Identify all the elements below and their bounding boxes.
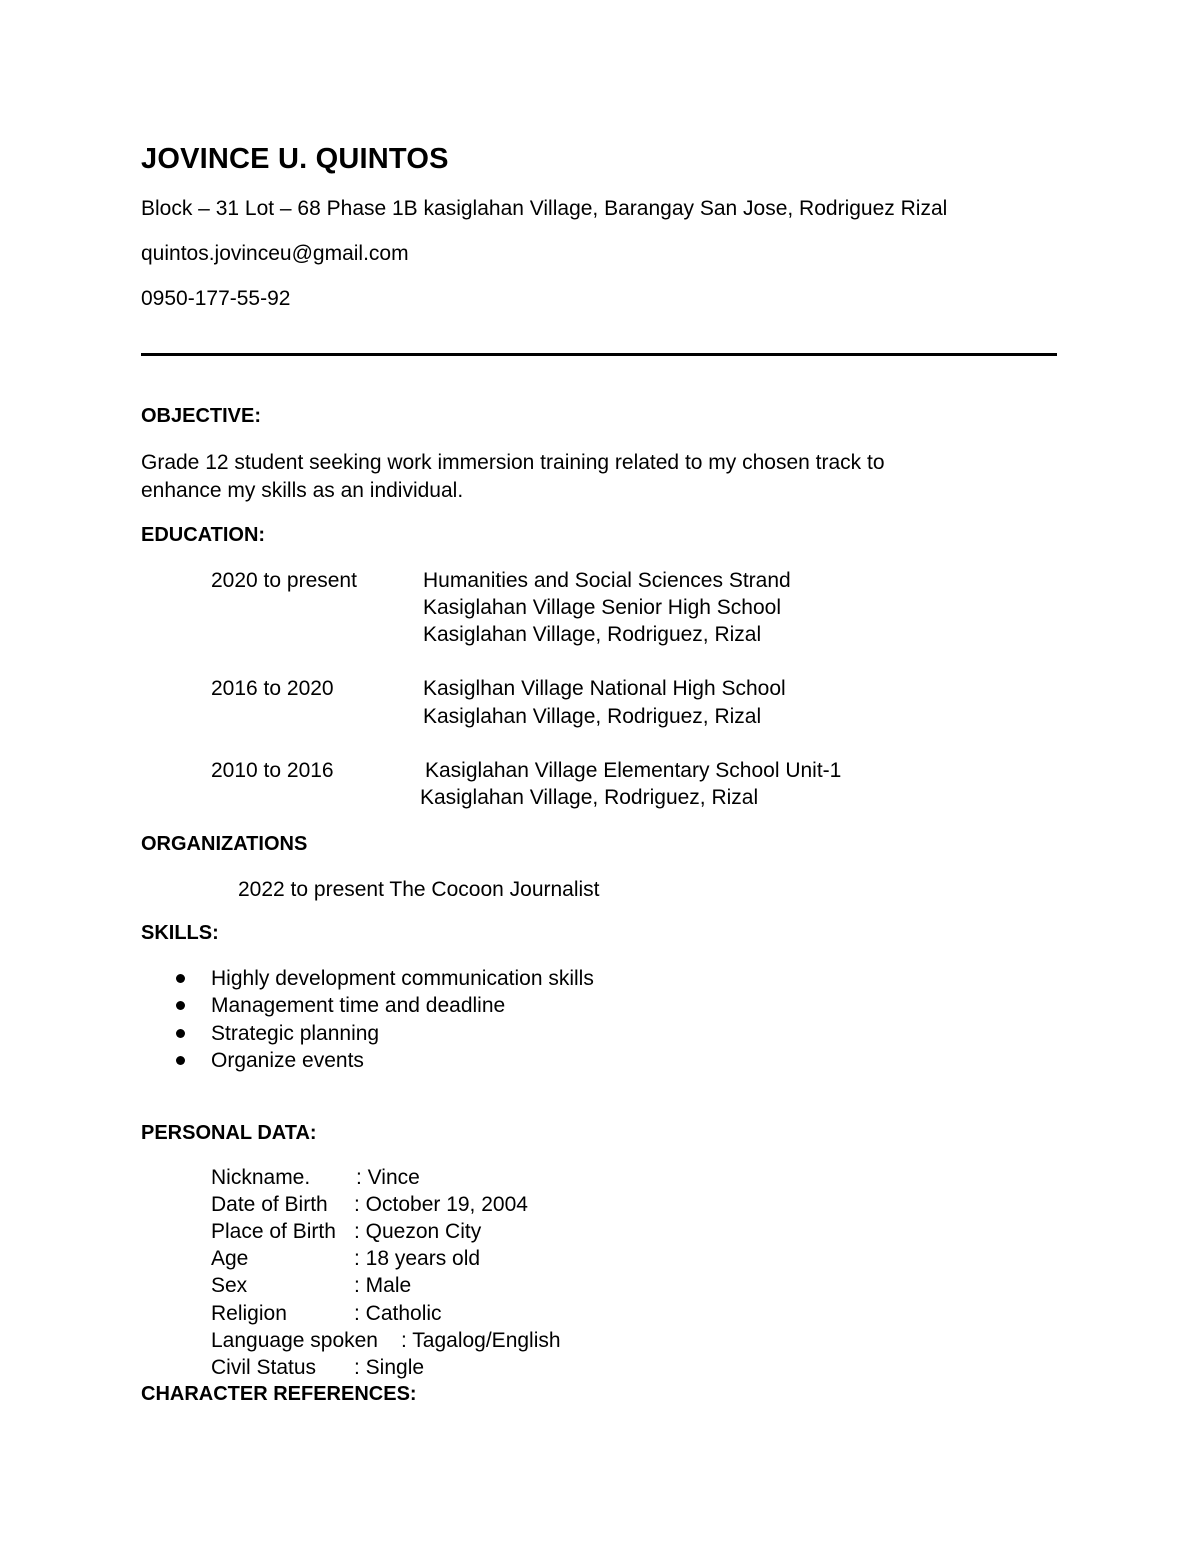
skill-item: Strategic planning <box>211 1022 380 1045</box>
applicant-name: JOVINCE U. QUINTOS <box>141 143 449 175</box>
personal-field-label: Nickname. <box>211 1166 311 1189</box>
personal-field-value: : Catholic <box>354 1302 442 1325</box>
personal-field-label: Sex <box>211 1274 248 1297</box>
skills-heading: SKILLS: <box>141 922 219 944</box>
education-detail: Kasiglahan Village Senior High School <box>423 596 782 619</box>
header-divider <box>141 353 1057 356</box>
education-years: 2010 to 2016 <box>211 759 334 782</box>
personal-field-label: Date of Birth <box>211 1193 328 1216</box>
email: quintos.jovinceu@gmail.com <box>141 242 409 265</box>
bullet-icon <box>176 1056 185 1065</box>
objective-line: enhance my skills as an individual. <box>141 479 464 502</box>
phone: 0950-177-55-92 <box>141 287 291 310</box>
personal-field-label: Age <box>211 1247 249 1270</box>
character-references-heading: CHARACTER REFERENCES: <box>141 1383 417 1405</box>
personal-field-label: Civil Status <box>211 1356 317 1379</box>
personal-field-value: : Tagalog/English <box>401 1329 561 1352</box>
education-detail: Kasiglahan Village, Rodriguez, Rizal <box>423 705 762 728</box>
education-detail: Kasiglahan Village, Rodriguez, Rizal <box>420 786 759 809</box>
personal-field-value: : Vince <box>356 1166 420 1189</box>
education-years: 2020 to present <box>211 569 357 592</box>
personal-field-value: : Single <box>354 1356 425 1379</box>
education-detail: Kasiglahan Village, Rodriguez, Rizal <box>423 623 762 646</box>
personal-field-label: Language spoken <box>211 1329 378 1352</box>
organization-entry: 2022 to present The Cocoon Journalist <box>238 878 600 901</box>
bullet-icon <box>176 1001 185 1010</box>
objective-heading: OBJECTIVE: <box>141 405 262 427</box>
personal-field-value: : Male <box>354 1274 412 1297</box>
personal-field-value: : October 19, 2004 <box>354 1193 528 1216</box>
bullet-icon <box>176 1029 185 1038</box>
skill-item: Organize events <box>211 1049 364 1072</box>
bullet-icon <box>176 974 185 983</box>
education-years: 2016 to 2020 <box>211 677 334 700</box>
skill-item: Highly development communication skills <box>211 967 594 990</box>
address: Block – 31 Lot – 68 Phase 1B kasiglahan Village, Barangay San Jose, Rodriguez Rizal <box>141 197 948 220</box>
education-detail: Kasiglahan Village Elementary School Unit-1 <box>425 759 842 782</box>
personal-field-value: : 18 years old <box>354 1247 481 1270</box>
personal-field-value: : Quezon City <box>354 1220 482 1243</box>
personal-field-label: Place of Birth <box>211 1220 336 1243</box>
objective-line: Grade 12 student seeking work immersion training related to my chosen track to <box>141 451 885 474</box>
skill-item: Management time and deadline <box>211 994 506 1017</box>
organizations-heading: ORGANIZATIONS <box>141 833 308 855</box>
education-heading: EDUCATION: <box>141 524 266 546</box>
education-detail: Humanities and Social Sciences Strand <box>423 569 791 592</box>
education-detail: Kasiglhan Village National High School <box>423 677 786 700</box>
personal-data-heading: PERSONAL DATA: <box>141 1122 317 1144</box>
personal-field-label: Religion <box>211 1302 287 1325</box>
